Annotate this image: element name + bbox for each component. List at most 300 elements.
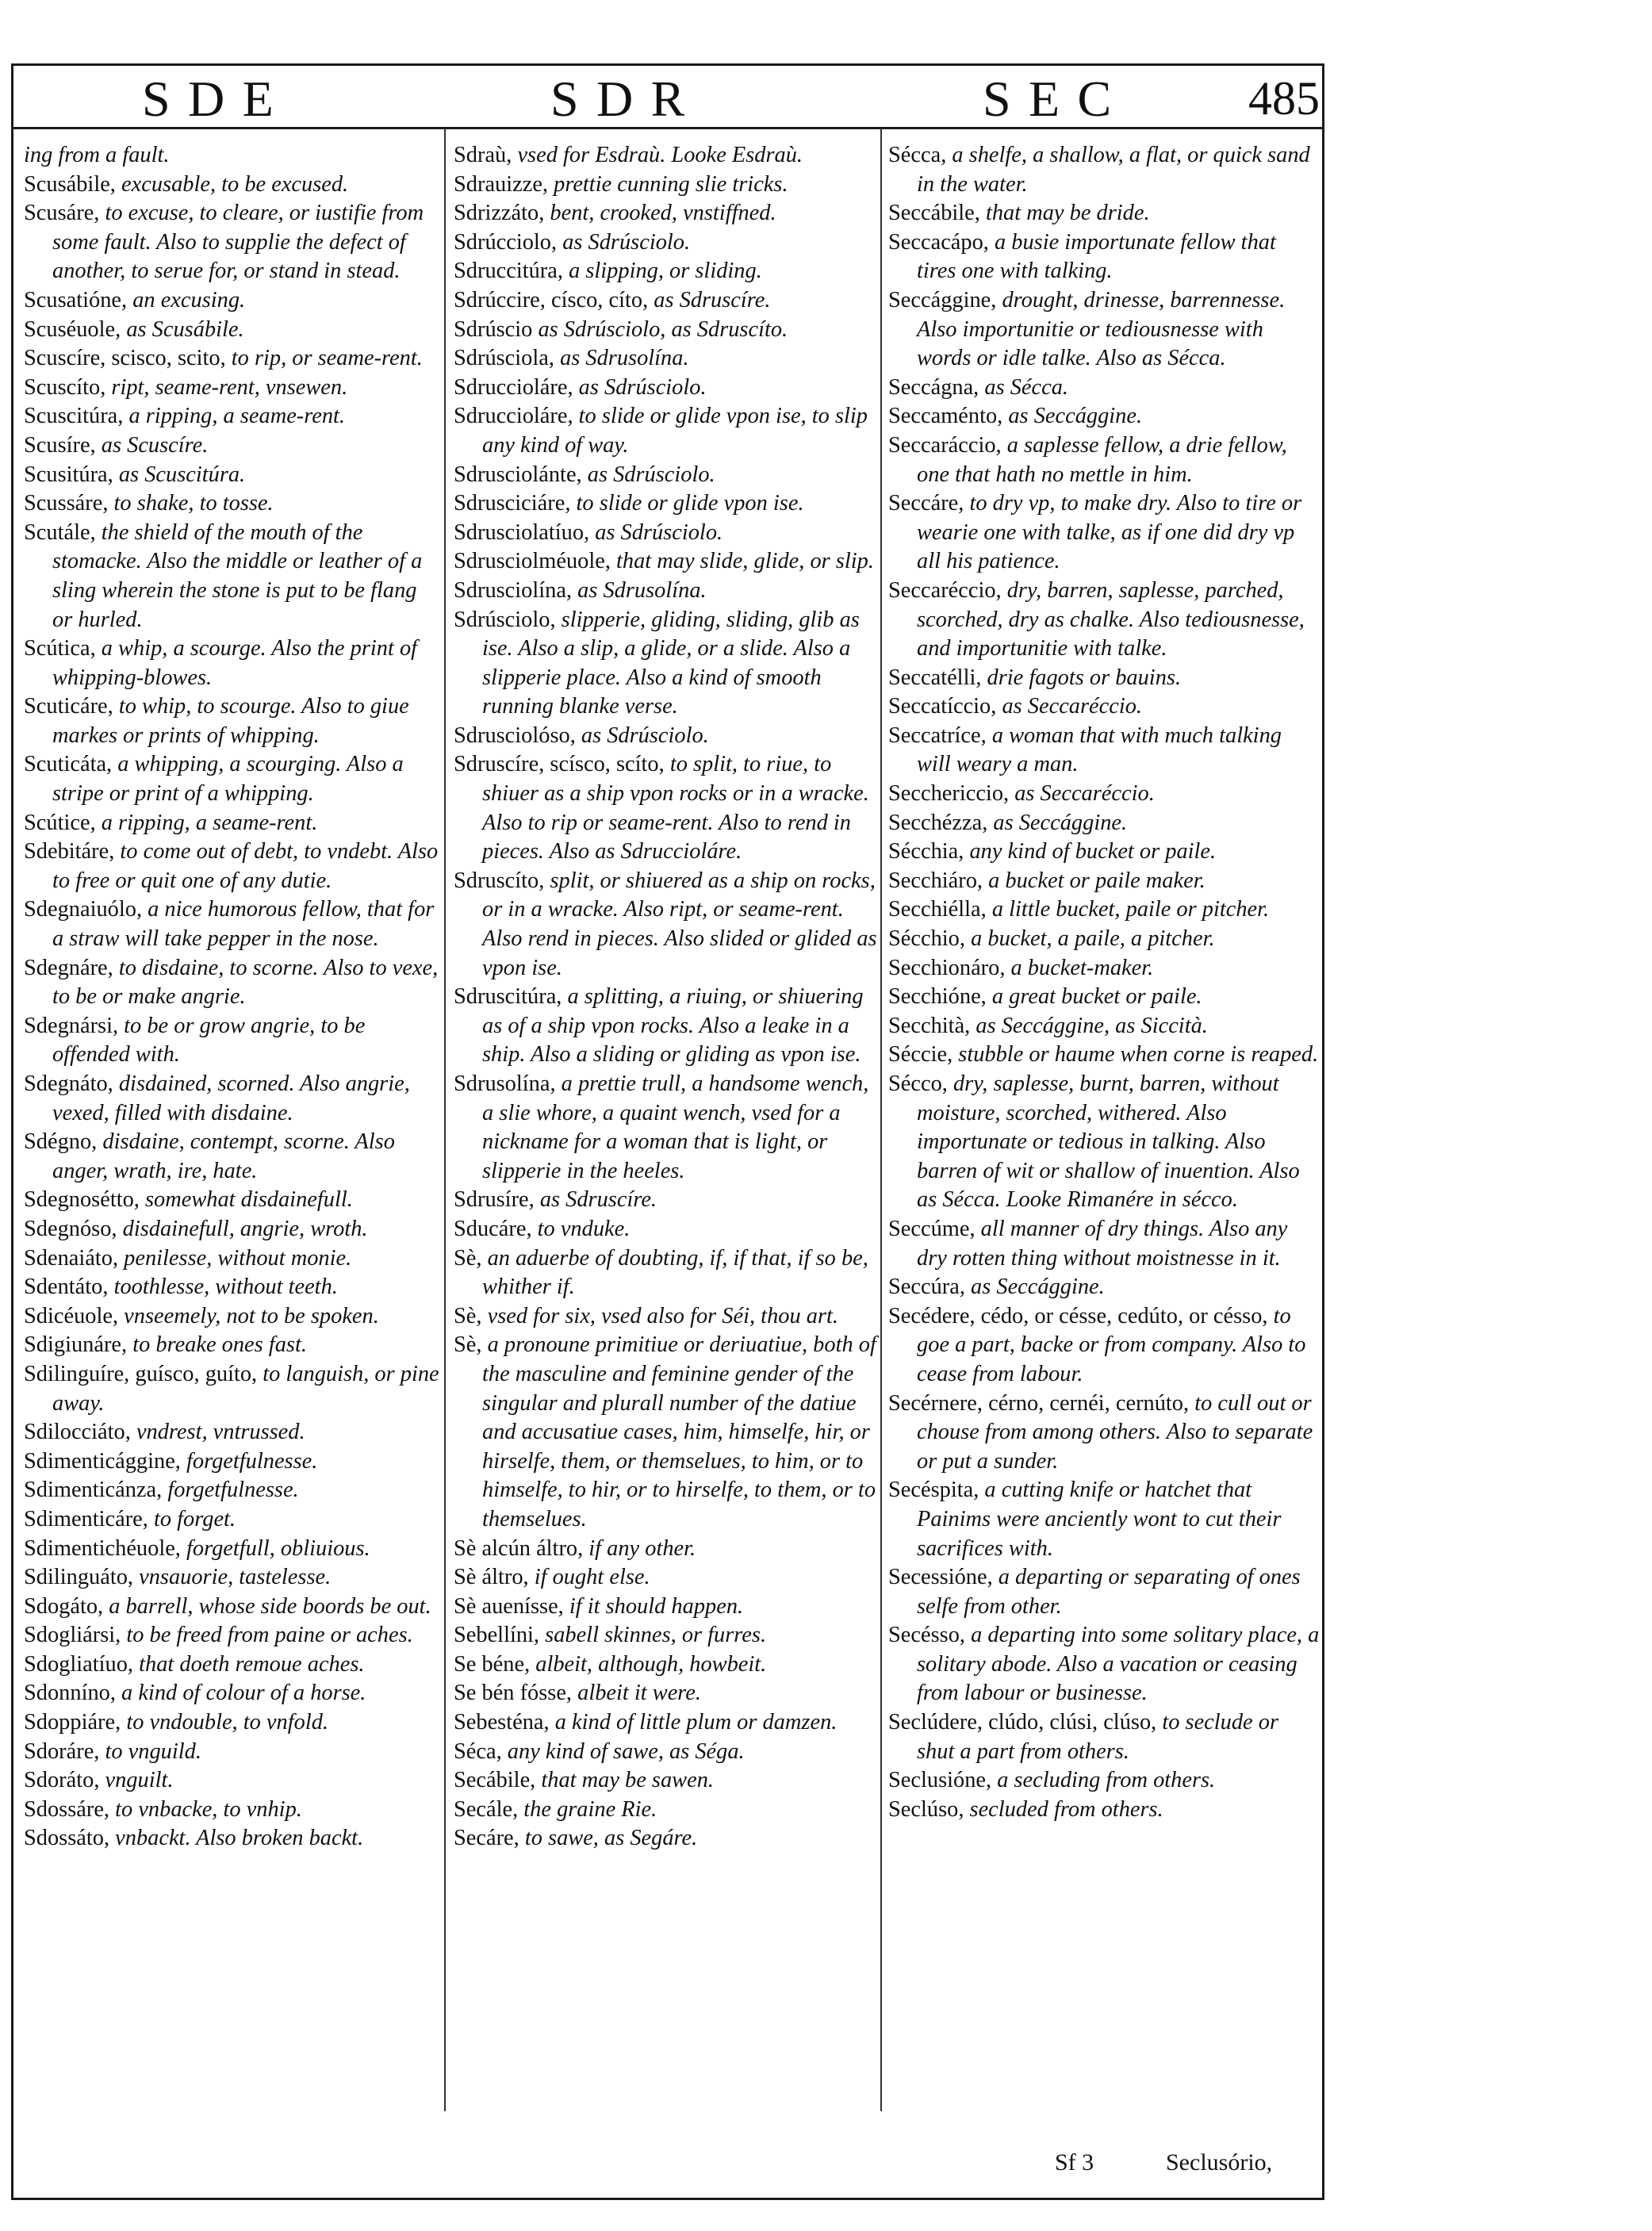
dictionary-entry [454, 750, 882, 866]
entry-definition: to slide or glide vpon ise, to slip any kind of way. [482, 404, 868, 458]
entry-definition: a whip, a scourge. Also the print of whipping-blowes. [52, 636, 418, 690]
entry-definition: to slide or glide vpon ise. [576, 491, 804, 516]
entry-headword: Sdimentichéuole, [24, 1535, 187, 1561]
entry-headword: Scuséuole, [24, 316, 127, 342]
entry-headword: Scusáre, [24, 201, 105, 226]
entry-headword: Sdicéuole, [24, 1303, 125, 1328]
entry-headword: Sdruscíre, scísco, scíto, [454, 752, 670, 777]
entry-headword: Scusíre, [24, 432, 102, 458]
entry-headword: Sè alcún áltro, [454, 1535, 589, 1561]
entry-definition: as Scuscíre. [101, 432, 209, 458]
dictionary-entry [454, 228, 882, 258]
entry-headword: Sdrusciolatíuo, [454, 519, 596, 545]
entry-definition: any kind of bucket or paile. [969, 839, 1217, 864]
dictionary-entry [888, 722, 1320, 780]
entry-definition: a bucket-maker. [1010, 955, 1154, 980]
dictionary-entry [24, 1128, 440, 1186]
entry-headword: Secále, [454, 1796, 524, 1822]
entry-definition: to be or grow angrie, to be offended with. [52, 1013, 366, 1068]
entry-definition: as Sécca. [984, 374, 1069, 400]
entry-definition: as Seccaréccio. [1014, 781, 1155, 807]
entry-headword: Seccággine, [888, 287, 1002, 312]
entry-headword: Seccaménto, [888, 404, 1009, 429]
entry-definition: vsed for six, vsed also for Séi, thou art. [487, 1303, 838, 1328]
entry-definition: dry, saplesse, burnt, barren, without moisture, scorched, withered. Also importunate or tedious in talking. Also barren of wit or shallow of inuention. Also as Sécca. Looke Rimanére in sécco. [917, 1071, 1300, 1213]
dictionary-entry [24, 809, 440, 838]
signature-mark: Sf 3 [1055, 2149, 1094, 2175]
dictionary-entry [454, 1766, 882, 1796]
dictionary-entry [24, 1593, 440, 1622]
entry-definition: to come out of debt, to vndebt. Also to free or quit one of any dutie. [52, 839, 439, 893]
entry-headword: Seccacápo, [888, 229, 995, 255]
entry-headword: Sdruscíto, [454, 868, 550, 893]
entry-headword: Sdilocciáto, [24, 1420, 136, 1445]
entry-definition: forgetfulnesse. [186, 1448, 318, 1474]
running-head [11, 68, 1324, 125]
dictionary-entry [454, 1215, 882, 1244]
entry-definition: a little bucket, paile or pitcher. [991, 897, 1270, 922]
entry-headword: Seclúso, [888, 1796, 970, 1822]
entry-definition: to be freed from paine or aches. [126, 1623, 413, 1648]
entry-definition: dry, barren, saplesse, parched, scorched, dry as chalke. Also tediousnesse, and importunitie with talke. [917, 577, 1305, 661]
entry-headword: Sdruccioláre, [454, 374, 579, 400]
dictionary-entry [888, 402, 1320, 431]
entry-headword: Seccúme, [888, 1216, 981, 1241]
dictionary-entry [24, 489, 440, 519]
dictionary-entry [24, 692, 440, 750]
dictionary-entry [24, 316, 440, 345]
entry-definition: a shelfe, a shallow, a flat, or quick sand in the water. [917, 143, 1310, 197]
dictionary-entry [888, 286, 1320, 374]
entry-headword: Sécca, [888, 143, 952, 167]
entry-definition: bent, crooked, vnstiffned. [550, 201, 776, 226]
dictionary-entry [888, 374, 1320, 403]
running-head-right: SEC [983, 71, 1129, 127]
dictionary-entry [24, 374, 440, 403]
entry-definition: to excuse, to cleare, or iustifie from some fault. Also to supplie the defect of another, to serue for, or stand in stead. [52, 201, 424, 284]
entry-headword: Secchiáro, [888, 868, 989, 893]
entry-definition: sabell skinnes, or furres. [545, 1623, 767, 1648]
entry-definition: to breake ones fast. [132, 1332, 307, 1358]
entry-headword: Sdrúsciola, [454, 346, 561, 371]
entry-headword: Secchiélla, [888, 897, 992, 922]
page-number: 485 [1248, 72, 1320, 125]
dictionary-entry [24, 1215, 440, 1244]
dictionary-entry [24, 431, 440, 461]
entry-definition: toothlesse, without teeth. [113, 1275, 338, 1300]
entry-definition: as Seccággine, as Siccità. [975, 1013, 1208, 1038]
dictionary-entry [454, 257, 882, 286]
entry-headword: Scutále, [24, 519, 102, 545]
dictionary-entry [454, 867, 882, 983]
entry-headword: Secésso, [888, 1623, 972, 1648]
dictionary-entry [24, 171, 440, 200]
dictionary-entry [888, 1563, 1320, 1621]
entry-definition: vnseemely, not to be spoken. [124, 1303, 379, 1328]
dictionary-entry [24, 1796, 440, 1825]
dictionary-entry [454, 1679, 882, 1708]
dictionary-entry [24, 1012, 440, 1070]
entry-definition: to rip, or seame-rent. [231, 346, 423, 371]
column-divider [444, 128, 446, 2111]
entry-headword: Sducáre, [454, 1216, 538, 1241]
dictionary-entry [24, 1360, 440, 1418]
entry-definition: any kind of sawe, as Séga. [507, 1738, 745, 1764]
entry-headword: Sdimenticáre, [24, 1506, 154, 1531]
dictionary-entry [888, 1766, 1320, 1796]
entry-definition: vnbackt. Also broken backt. [115, 1826, 364, 1851]
dictionary-entry [454, 1535, 882, 1564]
entry-headword: Scusitúra, [24, 462, 119, 487]
dictionary-entry [454, 141, 882, 171]
entry-headword: Sdegnaiuólo, [24, 897, 148, 922]
dictionary-entry [454, 344, 882, 374]
entry-headword: Sè, [454, 1245, 488, 1271]
running-head-center: SDR [550, 71, 703, 127]
entry-definition: the shield of the mouth of the stomacke. Also the middle or leather of a sling wherein the stone is put to be flang or hurled. [52, 519, 423, 632]
dictionary-entry [24, 1824, 440, 1853]
entry-definition: a ripping, a seame-rent. [128, 404, 346, 429]
dictionary-entry [24, 1679, 440, 1708]
entry-definition: somewhat disdainefull. [145, 1187, 353, 1213]
entry-definition: disdained, scorned. Also angrie, vexed, filled with disdaine. [52, 1071, 410, 1125]
entry-definition: to disdaine, to scorne. Also to vexe, to be or make angrie. [52, 955, 439, 1010]
entry-headword: Sè áltro, [454, 1565, 535, 1590]
entry-definition: a woman that with much talking will weary a man. [917, 723, 1282, 777]
entry-definition: prettie cunning slie tricks. [554, 171, 788, 197]
entry-definition: penilesse, without monie. [124, 1245, 352, 1271]
entry-definition: a great bucket or paile. [991, 984, 1202, 1010]
entry-headword: Secessióne, [888, 1565, 998, 1590]
dictionary-entry [454, 1563, 882, 1593]
entry-definition: as Sdrúsciolo. [587, 462, 715, 487]
entry-headword: Sdossáre, [24, 1796, 116, 1822]
dictionary-entry [888, 431, 1320, 489]
entry-headword: Secáre, [454, 1826, 525, 1851]
entry-definition: that may slide, glide, or slip. [616, 549, 874, 574]
entry-headword: Sè, [454, 1303, 488, 1328]
entry-definition: a nice humorous fellow, that for a straw will take pepper in the nose. [52, 897, 435, 952]
entry-definition: a departing or separating of ones selfe from other. [917, 1565, 1301, 1619]
dictionary-entry [24, 1186, 440, 1215]
entry-headword: Secédere, cédo, or césse, cedúto, or césso, [888, 1303, 1274, 1328]
dictionary-entry [454, 1593, 882, 1622]
entry-headword: Scusatióne, [24, 287, 133, 312]
dictionary-entry [454, 286, 882, 316]
entry-headword: Seccatríce, [888, 723, 992, 748]
dictionary-entry [454, 374, 882, 403]
entry-definition: to forget. [153, 1506, 236, 1531]
entry-headword: Sdentáto, [24, 1275, 114, 1300]
entry-headword: Sdegnársi, [24, 1013, 125, 1038]
column-right [888, 141, 1320, 1824]
entry-definition: to seclude or shut a part from others. [917, 1710, 1278, 1764]
entry-definition: a barrell, whose side boords be out. [109, 1593, 431, 1619]
entry-headword: Seccábile, [888, 201, 986, 226]
entry-headword: Sdrusciolína, [454, 577, 578, 603]
entry-headword: Scuscíto, [24, 374, 112, 400]
entry-headword: Scuscíre, scisco, scito, [24, 346, 232, 371]
entry-headword: Seccatélli, [888, 665, 987, 690]
entry-headword: Scútice, [24, 810, 102, 835]
dictionary-entry [888, 954, 1320, 983]
dictionary-entry [24, 141, 440, 171]
entry-headword: Sécco, [888, 1071, 953, 1096]
entry-definition: as Sdrúsciolo, as Sdruscíto. [538, 316, 788, 342]
entry-definition: excusable, to be excused. [121, 171, 349, 197]
entry-definition: as Seccaréccio. [1002, 694, 1143, 719]
entry-headword: Sdrusciolóso, [454, 723, 581, 748]
entry-headword: Seclúdere, clúdo, clúsi, clúso, [888, 1710, 1163, 1735]
dictionary-entry [454, 461, 882, 490]
entry-headword: Sdogáto, [24, 1593, 109, 1619]
dictionary-entry [888, 895, 1320, 925]
column-left [24, 141, 440, 1853]
entry-headword: Sécchia, [888, 839, 970, 864]
dictionary-entry [24, 1070, 440, 1128]
entry-headword: Sdebitáre, [24, 839, 121, 864]
dictionary-entry [454, 489, 882, 519]
entry-definition: a bucket or paile maker. [988, 868, 1205, 893]
dictionary-entry [888, 1476, 1320, 1563]
entry-headword: Secchióne, [888, 984, 992, 1010]
dictionary-entry [888, 867, 1320, 896]
dictionary-entry [24, 461, 440, 490]
dictionary-entry [888, 1215, 1320, 1273]
dictionary-entry [24, 954, 440, 1012]
dictionary-entry [888, 983, 1320, 1012]
entry-definition: a cutting knife or hatchet that Painims were anciently wont to cut their sacrifices with. [917, 1478, 1282, 1561]
entry-headword: Secchericcio, [888, 781, 1015, 807]
entry-definition: to vnbacke, to vnhip. [115, 1796, 302, 1822]
entry-headword: Sdruscitúra, [454, 984, 568, 1010]
dictionary-entry [888, 1273, 1320, 1302]
entry-headword: Seccatíccio, [888, 694, 1002, 719]
entry-definition: as Sdrusolína. [560, 346, 689, 371]
dictionary-entry [888, 1041, 1320, 1070]
entry-headword: Secérnere, cérno, cernéi, cernúto, [888, 1390, 1195, 1416]
entry-headword: Scuticáre, [24, 694, 119, 719]
entry-definition: to split, to riue, to shiuer as a ship vpon rocks or in a wracke. Also to rip or seame-rent. Also to rend in pieces. Also as Sdruccioláre. [482, 752, 869, 864]
entry-definition: a slipping, or sliding. [569, 259, 762, 284]
entry-headword: Seccaréccio, [888, 577, 1007, 603]
entry-definition: that doeth remoue aches. [139, 1651, 365, 1677]
entry-headword: Sdigiunáre, [24, 1332, 133, 1358]
dictionary-entry [24, 1535, 440, 1564]
dictionary-entry [24, 1650, 440, 1680]
dictionary-entry [24, 1708, 440, 1738]
dictionary-entry [24, 1244, 440, 1274]
dictionary-entry [24, 1476, 440, 1505]
entry-definition: ript, seame-rent, vnsewen. [111, 374, 348, 400]
entry-headword: Seccaráccio, [888, 432, 1007, 458]
entry-definition: forgetfull, obliuious. [186, 1535, 370, 1561]
entry-definition: as Sdrúsciolo. [581, 723, 709, 748]
dictionary-entry [888, 1070, 1320, 1215]
entry-headword: Sdimenticággine, [24, 1448, 187, 1474]
dictionary-entry [888, 664, 1320, 693]
catchword: Seclusório, [1166, 2149, 1273, 2175]
entry-headword: Sdegnóso, [24, 1216, 123, 1241]
entry-definition: an aduerbe of doubting, if, if that, if so be, whither if. [482, 1245, 868, 1300]
dictionary-entry [454, 199, 882, 228]
dictionary-entry [454, 519, 882, 548]
entry-definition: albeit it were. [577, 1681, 701, 1706]
entry-headword: Séccie, [888, 1042, 959, 1068]
entry-definition: the graine Rie. [523, 1796, 657, 1822]
entry-headword: Sdrauizze, [454, 171, 554, 197]
entry-headword: Secchionáro, [888, 955, 1011, 980]
dictionary-entry [24, 634, 440, 692]
entry-headword: Sdrusciolánte, [454, 462, 588, 487]
entry-definition: as Sdrúsciolo. [578, 374, 707, 400]
entry-definition: all manner of dry things. Also any dry rotten thing without moistnesse in it. [917, 1216, 1288, 1271]
dictionary-entry [24, 895, 440, 953]
entry-headword: Sdegnosétto, [24, 1187, 145, 1213]
dictionary-entry [454, 316, 882, 345]
dictionary-entry [24, 1621, 440, 1650]
dictionary-entry [454, 983, 882, 1070]
running-head-left: SDE [142, 71, 292, 127]
entry-definition: a pronoune primitiue or deriuatiue, both of the masculine and feminine gender of the singular and plurall number of the datiue and accusatiue cases, him, himselfe, hir, or hirselfe, them, or themselues, to him, or to himselfe, to hir, or to hirselfe, to them, or to themselues. [482, 1332, 876, 1531]
entry-headword: Sécchio, [888, 926, 972, 952]
entry-definition: forgetfulnesse. [167, 1478, 299, 1503]
entry-definition: slipperie, gliding, sliding, glib as ise. Also a slip, a glide, or a slide. Also a slipperie place. Also a kind of smooth running blanke verse. [482, 607, 860, 719]
entry-definition: as Scusábile. [126, 316, 244, 342]
entry-definition: vndrest, vntrussed. [136, 1420, 305, 1445]
dictionary-entry [888, 925, 1320, 954]
dictionary-entry [888, 1708, 1320, 1766]
dictionary-entry [888, 1390, 1320, 1477]
entry-headword: Sdruccioláre, [454, 404, 579, 429]
entry-definition: a secluding from others. [997, 1768, 1216, 1793]
dictionary-entry [454, 1302, 882, 1332]
entry-headword: Sdossáto, [24, 1826, 116, 1851]
dictionary-entry [888, 199, 1320, 228]
entry-headword: Sdoráre, [24, 1738, 105, 1764]
entry-headword: Sè auenísse, [454, 1593, 569, 1619]
dictionary-entry [454, 1650, 882, 1680]
entry-definition: stubble or haume when corne is reaped. [958, 1042, 1319, 1068]
entry-definition: to whip, to scourge. Also to giue markes or prints of whipping. [52, 694, 409, 748]
entry-headword: Sdrúsciolo, [454, 607, 562, 632]
entry-definition: to vnguild. [105, 1738, 201, 1764]
entry-headword: Seccáre, [888, 491, 970, 516]
entry-headword: Sdrúscio [454, 316, 539, 342]
entry-headword: Sdoppiáre, [24, 1710, 127, 1735]
dictionary-entry [24, 750, 440, 808]
entry-headword: Sdruccitúra, [454, 259, 569, 284]
entry-headword: Sdogliatíuo, [24, 1651, 140, 1677]
dictionary-entry [24, 1505, 440, 1535]
dictionary-entry [454, 606, 882, 722]
dictionary-entry [888, 228, 1320, 286]
entry-definition: drought, drinesse, barrennesse. Also importunitie or tediousnesse with words or idle talke. Also as Sécca. [917, 287, 1286, 371]
entry-definition: as Sdruscíre. [654, 287, 771, 312]
dictionary-entry [24, 1331, 440, 1360]
entry-headword: Sdilinguáto, [24, 1565, 140, 1590]
entry-headword: Sebesténa, [454, 1710, 555, 1735]
dictionary-entry [454, 547, 882, 577]
entry-definition: as Seccággine. [971, 1275, 1105, 1300]
entry-definition: split, or shiuered as a ship on rocks, or in a wracke. Also ript, or seame-rent. Also rend in pieces. Also slided or glided as vpon ise. [482, 868, 877, 980]
dictionary-entry [454, 1738, 882, 1767]
dictionary-entry [888, 780, 1320, 809]
entry-definition: as Seccággine. [993, 810, 1128, 835]
entry-definition: a saplesse fellow, a drie fellow, one that hath no mettle in him. [917, 432, 1287, 487]
entry-definition: to goe a part, backe or from company. Also to cease from labour. [917, 1303, 1306, 1386]
entry-definition: a whipping, a scourging. Also a stripe or print of a whipping. [52, 752, 404, 807]
entry-definition: an excusing. [132, 287, 246, 312]
entry-definition: a kind of little plum or damzen. [554, 1710, 837, 1735]
dictionary-entry [24, 1273, 440, 1302]
entry-headword: Seccúra, [888, 1275, 972, 1300]
entry-headword: Secábile, [454, 1768, 542, 1793]
dictionary-entry [24, 1447, 440, 1477]
entry-definition: a bucket, a paile, a pitcher. [971, 926, 1215, 952]
entry-headword: Sdégno, [24, 1129, 103, 1155]
entry-headword: Sdrusciolméuole, [454, 549, 617, 574]
dictionary-entry [888, 1796, 1320, 1825]
dictionary-entry [454, 171, 882, 200]
entry-headword: Sdenaiáto, [24, 1245, 125, 1271]
entry-definition: secluded from others. [969, 1796, 1163, 1822]
entry-definition: that may be sawen. [541, 1768, 715, 1793]
column-middle [454, 141, 882, 1853]
dictionary-entry [454, 1796, 882, 1825]
dictionary-entry [454, 1070, 882, 1186]
entry-definition: a departing into some solitary place, a solitary abode. Also a vacation or ceasing from labour or businesse. [917, 1623, 1320, 1706]
entry-definition: ing from a fault. [24, 143, 170, 167]
entry-headword: Sdrúccire, císco, cíto, [454, 287, 654, 312]
entry-definition: a busie importunate fellow that tires one with talking. [917, 229, 1276, 284]
entry-definition: drie fagots or bauins. [987, 665, 1182, 690]
entry-headword: Sè, [454, 1332, 488, 1358]
entry-definition: if ought else. [534, 1565, 650, 1590]
entry-definition: to cull out or chouse from among others. Also to separate or put a sunder. [917, 1390, 1313, 1474]
dictionary-entry [24, 1418, 440, 1447]
dictionary-entry [24, 344, 440, 374]
entry-definition: disdaine, contempt, scorne. Also anger, wrath, ire, hate. [52, 1129, 395, 1183]
dictionary-entry [454, 1824, 882, 1853]
dictionary-entry [888, 1012, 1320, 1041]
entry-definition: as Sdruscíre. [539, 1187, 657, 1213]
dictionary-entry [888, 1302, 1320, 1390]
entry-definition: vnguilt. [105, 1768, 174, 1793]
dictionary-entry [888, 809, 1320, 838]
entry-headword: Séca, [454, 1738, 508, 1764]
entry-headword: Sdogliársi, [24, 1623, 127, 1648]
dictionary-entry [454, 1244, 882, 1302]
dictionary-entry [24, 1302, 440, 1332]
dictionary-entry [454, 402, 882, 460]
entry-definition: to sawe, as Segáre. [524, 1826, 698, 1851]
dictionary-entry [24, 1738, 440, 1767]
dictionary-entry [24, 199, 440, 286]
dictionary-entry [24, 402, 440, 431]
dictionary-entry [454, 1708, 882, 1738]
entry-definition: to vnduke. [537, 1216, 631, 1241]
dictionary-entry [24, 838, 440, 895]
entry-definition: as Sdrusolína. [577, 577, 707, 603]
entry-headword: Sdimenticánza, [24, 1478, 168, 1503]
dictionary-entry [24, 1563, 440, 1593]
entry-headword: Sdilinguíre, guísco, guíto, [24, 1361, 263, 1386]
dictionary-entry [24, 519, 440, 634]
entry-definition: a ripping, a seame-rent. [101, 810, 318, 835]
dictionary-entry [454, 577, 882, 606]
entry-definition: if it should happen. [569, 1593, 744, 1619]
